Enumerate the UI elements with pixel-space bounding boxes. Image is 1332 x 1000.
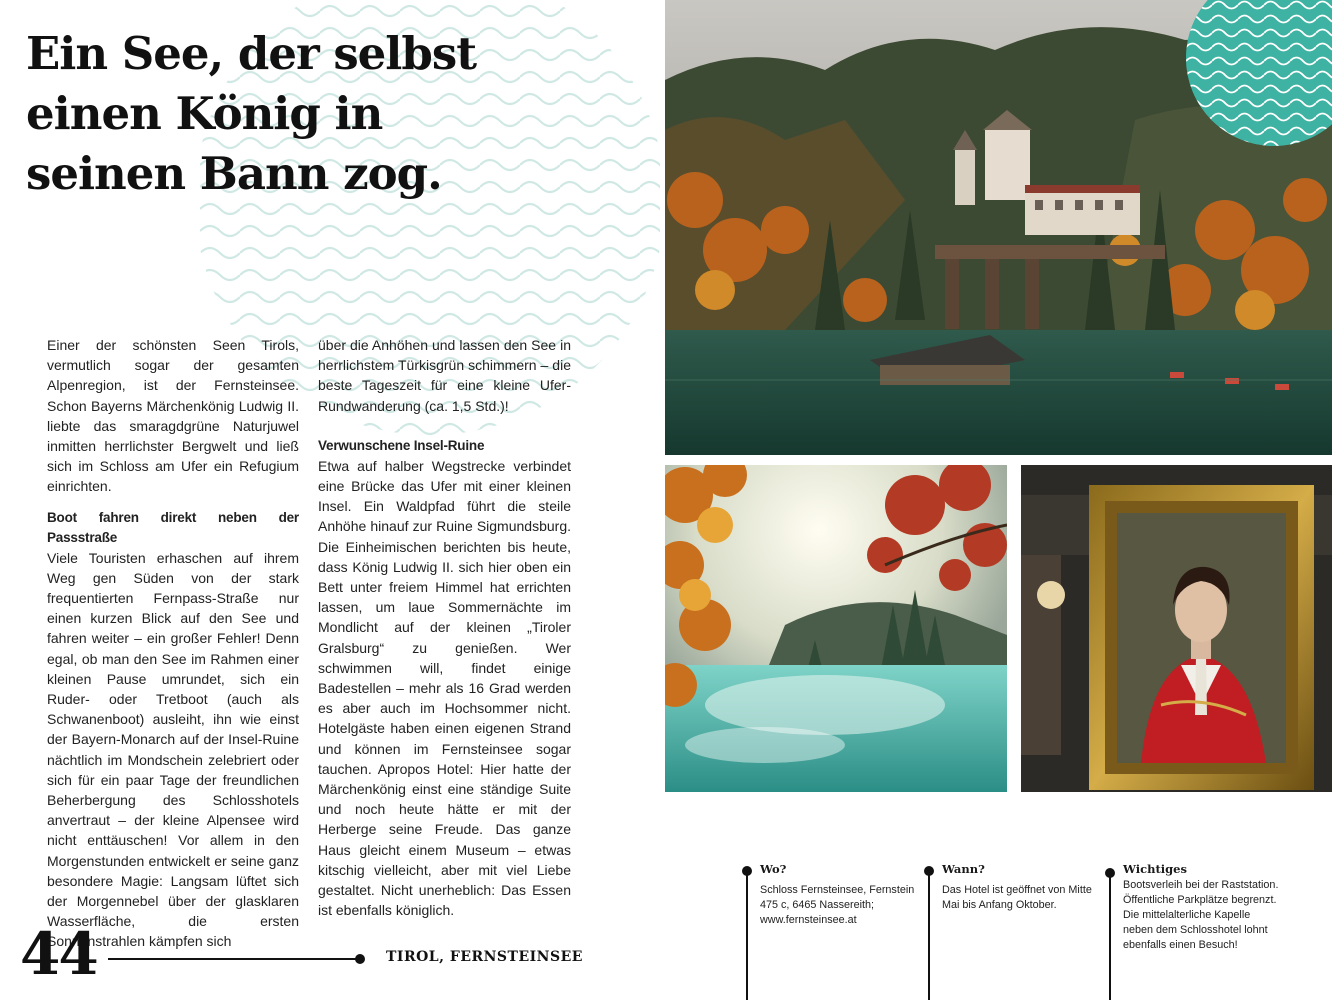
subheading-ruine: Verwunschene Insel-Ruine: [318, 437, 485, 453]
info-where-l2: 475 c, 6465 Nassereith;: [760, 899, 875, 911]
info-when-title: Wann?: [942, 862, 985, 876]
info-line: [746, 872, 748, 1000]
title-line-1: Ein See, der selbst: [26, 27, 476, 80]
footer-divider: [108, 958, 358, 960]
intro-paragraph: Einer der schönsten Seen Tirols, vermutlich sogar der gesamten Alpenregion, ist der Fernsteinsee. Schon Bayerns Märchenkönig Ludwig II. liebte das smaragdgrüne Naturjuwel inmitten herrlichster Bergwelt und ließ sich im Schloss am Ufer ein Refugium einrichten.: [47, 337, 299, 495]
continuation-paragraph: über die Anhöhen und lassen den See in herrlichstem Türkisgrün schimmern – die beste Tageszeit für eine kleine Ufer-Rundwanderung (ca. 1,5 Std.)!: [318, 337, 571, 414]
page-number: 44: [20, 920, 97, 988]
king-portrait-photo: [1021, 465, 1332, 792]
info-important-l4: neben dem Schlosshotel lohnt: [1123, 924, 1268, 936]
info-when-l1: Das Hotel ist geöffnet von Mitte: [942, 884, 1092, 896]
ruine-paragraph: Etwa auf halber Wegstrecke verbindet eine Brücke das Ufer mit einer kleinen Insel. Ein Waldpfad führt die steile Anhöhe hinauf zur Ruine Sigmundsburg. Die Einheimischen berichten bis heute, dass König Ludwig II. sich hier oben ein Bett unter freiem Himmel hat errichten lassen, um laue Sommernächte im Mondlicht auf der kleinen „Tiroler Gralsburg“ zu genießen. Wer schwimmen will, findet einige Badestellen – mehr als 16 Grad werden es aber auch im Hochsommer nicht. Hotelgäste haben einen eigenen Strand und können im Fernsteinsee sogar tauchen. Apropos Hotel: Hier hatte der Märchenkönig einst eine ständige Suite und noch heute hätte er mit der Herberge seine Freude. Das ganze Haus gleicht einem Museum – etwas kitschig vielleicht, aber mit viel Liebe gestaltet. Nicht unerheblich: Das Essen ist ebenfalls königlich.: [318, 457, 571, 919]
info-important-l2: Öffentliche Parkplätze begrenzt.: [1123, 894, 1277, 906]
info-where-title: Wo?: [760, 862, 787, 876]
footer-dot: [355, 954, 365, 964]
title-line-2: einen König in: [26, 87, 383, 140]
info-important-l1: Bootsverleih bei der Raststation.: [1123, 879, 1279, 891]
info-line: [1109, 874, 1111, 1000]
info-important-title: Wichtiges: [1123, 862, 1187, 876]
boot-paragraph: Viele Touristen erhaschen auf ihrem Weg gen Süden von der stark frequentierten Fernpass-Straße nur einen kurzen Blick auf den See und fahren weiter – ein großer Fehler! Denn egal, ob man den See im Rahmen einer kleinen Pause umrundet, sich ein Ruder- oder Tretboot (auch als Schwanenboot) ausleiht, ihn wie einst der Bayern-Monarch auf der Insel-Ruine nächtlich im Mondschein zelebriert oder sich für ein paar Tage der freundlichen Beherbergung des Schlosshotels anvertraut – der kleine Alpensee wird nicht enttäuschen! Vor allem in den Morgenstunden entwickelt er seine ganz besondere Magie: Langsam lüftet sich der Morgennebel über der glasklaren Wasserfläche, die ersten Sonnenstrahlen kämpfen sich: [47, 549, 299, 950]
page-title: [26, 24, 506, 204]
info-when-l2: Mai bis Anfang Oktober.: [942, 899, 1057, 911]
info-important-l5: ebenfalls einen Besuch!: [1123, 939, 1238, 951]
section-label: TIROL, FERNSTEINSEE: [386, 949, 583, 965]
info-where-l3: www.fernsteinsee.at: [760, 914, 857, 926]
subheading-boot: Boot fahren direkt neben der Passstraße: [47, 509, 299, 545]
text-column-1: [47, 335, 299, 952]
info-important-l3: Die mittelalterliche Kapelle: [1123, 909, 1251, 921]
title-line-3: seinen Bann zog.: [26, 147, 442, 200]
info-where-l1: Schloss Fernsteinsee, Fernstein: [760, 884, 915, 896]
text-column-2: [318, 335, 571, 920]
autumn-lake-photo: [665, 465, 1007, 792]
info-line: [928, 872, 930, 1000]
